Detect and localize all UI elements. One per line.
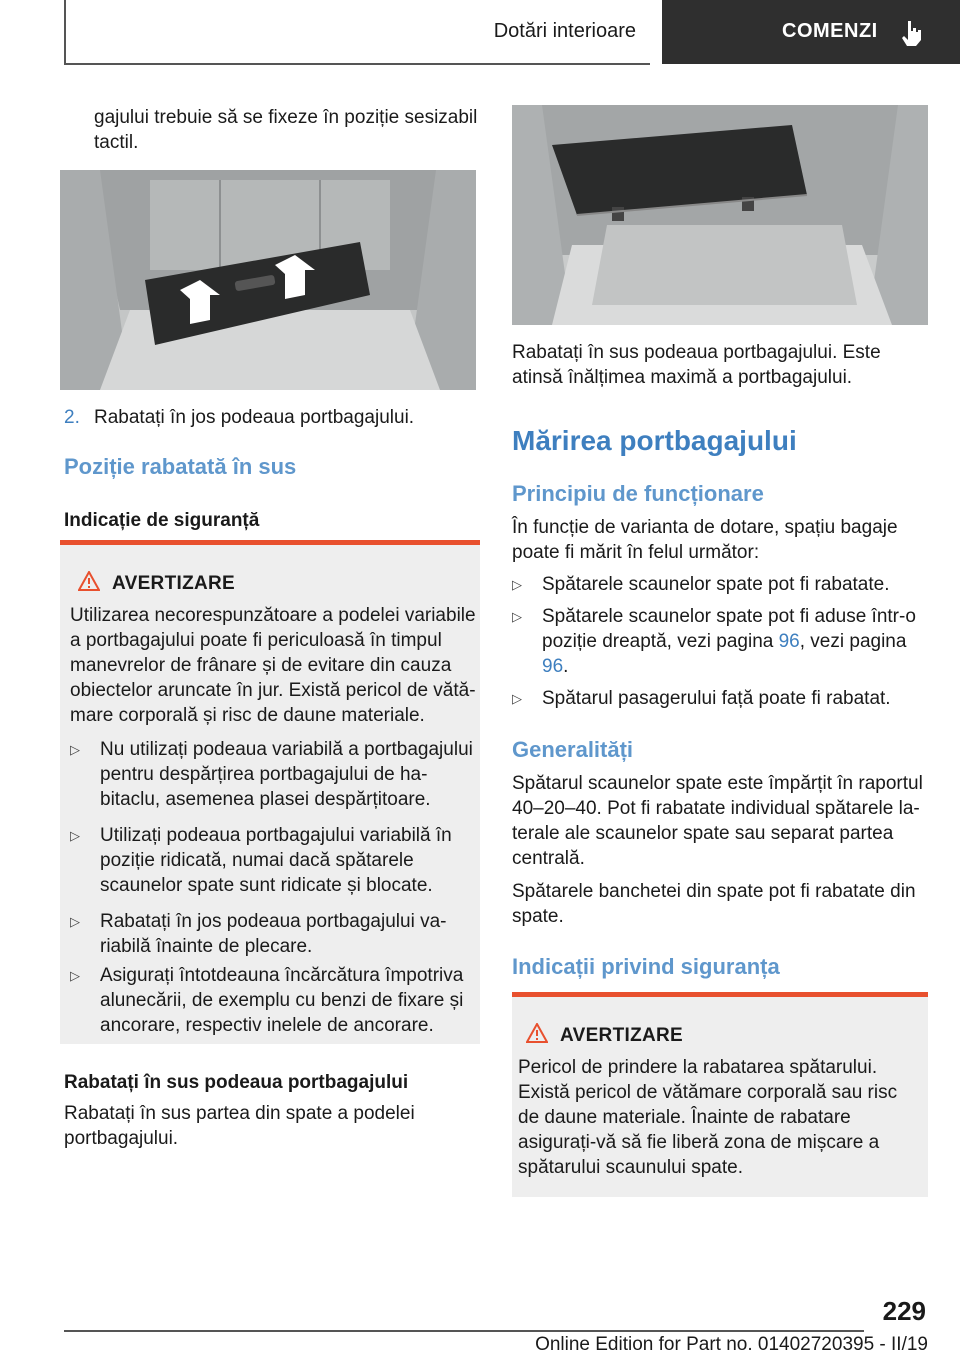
header-section-title: Dotări interioare — [493, 20, 636, 42]
warning-box-right — [512, 992, 928, 1197]
footer-rule — [64, 1330, 864, 1332]
intro-text: gajului trebuie să se fixeze în poziție sesizabil tactil. — [94, 107, 478, 153]
general-text-1: Spătarul scaunelor spate este împărțit în raportul 40–20–40. Pot fi rabatate individual spătarele laterale ale scaunelor spate sau separat partea centrală. — [512, 773, 923, 869]
bullet-triangle-icon: ▷ — [512, 691, 522, 706]
heading-raise-floor: Rabatați în sus podeaua portbagajului — [64, 1072, 409, 1093]
trunk-floor-raised-illustration — [512, 105, 928, 325]
warning-text-right: Pericol de prindere la rabatarea spătarului. Există pericol de vătămare corporală sau risc de daune materiale. Înainte de rabatare asigurați-vă să fie liberă zona de mișcare a spătarului scaunului spate. — [518, 1057, 898, 1178]
list-item: ▷ Utilizați podeaua portbagajului variabilă în poziție ridicată, numai dacă spătarele scaunelor spate sunt ridicate și blocate. — [70, 825, 452, 896]
warning-box-left — [60, 540, 480, 1044]
heading-safety-notes: Indicații privind siguranța — [512, 954, 780, 979]
bullet-triangle-icon: ▷ — [70, 742, 80, 757]
step-text: Rabatați în jos podeaua portbagajului. — [94, 407, 415, 428]
heading-safety-note: Indicație de siguranță — [64, 510, 260, 531]
bullet-triangle-icon: ▷ — [70, 914, 80, 929]
heading-enlarge-trunk: Mărirea portbagajului — [512, 425, 797, 456]
warning-title-left: AVERTIZARE — [112, 573, 235, 594]
general-text-2: Spătarele banchetei din spate pot fi rabatate din spate. — [512, 881, 916, 927]
page-reference-link[interactable]: 96 — [778, 631, 800, 652]
bullet-triangle-icon: ▷ — [512, 609, 522, 624]
warning-title-right: AVERTIZARE — [560, 1025, 683, 1046]
list-item: ▷ Rabatați în jos podeaua portbagajului variabilă înainte de plecare. — [70, 911, 447, 957]
heading-general: Generalități — [512, 737, 634, 762]
step-number: 2. — [64, 407, 80, 428]
list-item: ▷ Spătarul pasagerului față poate fi rabatat. — [512, 688, 891, 709]
list-item: ▷ Spătarele scaunelor spate pot fi rabatate. — [512, 574, 890, 595]
heading-operating-principle: Principiu de funcționare — [512, 481, 764, 506]
principle-text: În funcție de varianta de dotare, spațiu bagaje poate fi mărit în felul următor: — [512, 517, 898, 563]
page-number: 229 — [882, 1296, 926, 1326]
hand-pointer-icon — [896, 18, 926, 48]
edition-info: Online Edition for Part no. 01402720395 - II/19 — [535, 1334, 928, 1355]
list-item: ▷ Asigurați întotdeauna încărcătura împotriva alunecării, de exemplu cu benzi de fixare și ancorare, respectiv inelele de ancorare. — [70, 965, 464, 1036]
heading-position-raised: Poziție rabatată în sus — [64, 454, 297, 479]
list-item: ▷ Nu utilizați podeaua variabilă a portbagajului pentru despărțirea portbagajului de habitaclu, asemenea plasei despărțitoare. — [70, 739, 473, 810]
warning-text-left: Utilizarea necorespunzătoare a podelei variabile a portbagajului poate fi periculoasă în timpul manevrelor de frânare și de evitare din cauza obiectelor aruncate în jur. Există pericol de vătămare corporală și risc de daune materiale. — [70, 605, 476, 726]
header-bottom-rule — [64, 63, 650, 65]
bullet-triangle-icon: ▷ — [512, 577, 522, 592]
raise-floor-text: Rabatați în sus partea din spate a podelei portbagajului. — [64, 1103, 415, 1149]
warning-triangle-icon — [78, 571, 100, 591]
header-chapter-tab[interactable] — [662, 0, 960, 64]
raised-floor-caption: Rabatați în sus podeaua portbagajului. Este atinsă înălțimea maximă a portbagajului. — [512, 342, 881, 388]
warning-triangle-icon — [526, 1023, 548, 1043]
trunk-floor-lowered-illustration — [60, 170, 476, 390]
list-item: ▷ Spătarele scaunelor spate pot fi aduse într-o poziție dreaptă, vezi pagina 96, vezi pagina 96. — [512, 606, 916, 677]
bullet-triangle-icon: ▷ — [70, 968, 80, 983]
header-left-rule — [64, 0, 66, 64]
header-chapter-label: COMENZI — [782, 20, 878, 42]
page-reference-link[interactable]: 96 — [542, 656, 564, 677]
bullet-triangle-icon: ▷ — [70, 828, 80, 843]
